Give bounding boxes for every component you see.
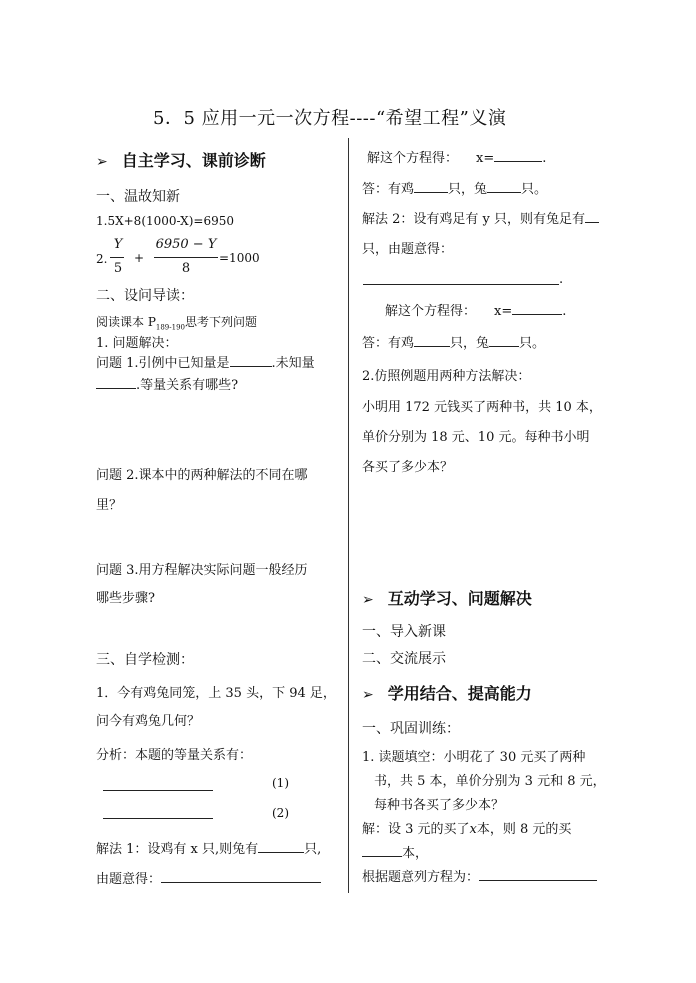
solution-1-line	[96, 838, 321, 857]
answer-blank[interactable]	[96, 377, 136, 389]
problem-1-line-1: 1．今有鸡兔同笼，上 35 头，下 94 足，	[96, 686, 336, 701]
period-2: .	[559, 272, 564, 287]
problem-2-line-1: 2.仿照例题用两种方法解决：	[362, 369, 531, 384]
fraction-5-denominator: 5	[113, 261, 123, 276]
part-2-heading: 二、设问导读：	[96, 288, 194, 304]
answer-2-text-c: 只。	[519, 336, 546, 351]
question-1-line-1	[96, 352, 315, 371]
section-heading-2-text: 互动学习、问题解决	[387, 589, 532, 608]
fraction-denominator-2: 8	[181, 261, 191, 276]
exercise-text-c: 本，	[402, 846, 429, 861]
problem-1-line-2: 问今有鸡兔几何？	[96, 714, 201, 729]
solution-1-text-c: 由题意得：	[96, 872, 162, 887]
solution-1-text-b: 只,	[304, 842, 322, 857]
arrow-bullet-icon: ➢	[362, 687, 374, 703]
solve-line-2	[385, 300, 566, 319]
book-count-blank[interactable]	[362, 845, 402, 857]
solution-2-line-1	[362, 208, 599, 227]
answer-text-c: 只。	[521, 182, 548, 197]
arrow-bullet-icon: ➢	[96, 154, 108, 170]
item-1-heading: 1. 问题解决：	[96, 336, 178, 351]
section-2-item-2: 二、交流展示	[362, 651, 446, 667]
relation-marker-1: (1)	[272, 776, 289, 790]
question-2-line-1: 问题 2.课本中的两种解法的不同在哪	[96, 468, 308, 483]
solution-1-equation-line	[96, 868, 321, 887]
page-title: 5．5 应用一元一次方程----“希望工程”义演	[153, 108, 507, 129]
page-range: 189-190	[155, 323, 185, 332]
x-equals-label-2: x=	[494, 304, 513, 319]
question-3-line-1: 问题 3.用方程解决实际问题一般经历	[96, 563, 308, 578]
problem-2-line-4: 各买了多少本？	[362, 460, 454, 475]
chicken-count-blank[interactable]	[414, 181, 448, 193]
equation-2-result: =1000	[219, 251, 260, 265]
answer-blank[interactable]	[585, 211, 599, 223]
equation-blank-right[interactable]	[363, 284, 559, 285]
section-heading-3-text: 学用结合、提高能力	[387, 684, 532, 703]
period: .	[542, 151, 547, 166]
rabbit-count-blank[interactable]	[487, 181, 521, 193]
relation-blank-2[interactable]	[103, 818, 213, 819]
section-heading-1	[96, 148, 266, 171]
period-3: .	[562, 304, 567, 319]
solve-label-1: 解这个方程得：	[367, 151, 459, 166]
answer-blank[interactable]	[230, 355, 272, 367]
plus-sign: +	[134, 251, 145, 265]
analysis-label: 分析：本题的等量关系有：	[96, 748, 253, 763]
section-heading-2	[362, 586, 532, 609]
question-3-line-2: 哪些步骤?	[96, 591, 155, 606]
fraction-numerator-2: 6950 − Y	[155, 237, 217, 252]
solution-2-line-2: 只，由题意得：	[362, 242, 454, 257]
answer-text-b: 只，兔	[448, 182, 488, 197]
exercise-1-line-4	[362, 818, 571, 837]
answer-2-text-a: 答：有鸡	[362, 336, 415, 351]
exercise-1-line-2: 书，共 5 本，单价分别为 3 元和 8 元，	[374, 774, 606, 789]
reading-text-a: 阅读课本 P	[96, 315, 156, 329]
equation-blank-exercise[interactable]	[479, 869, 597, 881]
answer-text-a: 答：有鸡	[362, 182, 415, 197]
x-answer-blank-2[interactable]	[512, 303, 562, 315]
answer-line-2	[362, 332, 545, 351]
fraction-bar-2	[154, 257, 218, 258]
exercise-text-d: 根据题意列方程为：	[362, 870, 480, 885]
solve-line-1	[367, 147, 546, 166]
answer-2-text-b: 只，兔	[450, 336, 490, 351]
rabbit-count-blank-2[interactable]	[489, 335, 519, 347]
solution-1-text-a: 解法 1：设鸡有 x 只,则兔有	[96, 842, 259, 857]
fraction-bar-1	[110, 257, 124, 258]
exercise-1-line-5	[362, 842, 428, 861]
part-1-heading: 一、温故知新	[96, 189, 180, 205]
section-2-item-1: 一、导入新课	[362, 624, 446, 640]
reading-instruction	[96, 313, 257, 331]
x-answer-blank[interactable]	[494, 150, 542, 162]
question-1-text-b: .未知量	[271, 356, 315, 371]
part-3-heading: 三、自学检测：	[96, 652, 194, 668]
equation-2-prefix: 2.	[96, 252, 108, 266]
exercise-text-a: 解：设 3 元的买了	[362, 822, 470, 837]
variable-x: x	[469, 822, 477, 837]
section-3-item-1: 一、巩固训练：	[362, 721, 460, 737]
fraction-y-numerator: Y	[113, 237, 123, 252]
relation-marker-2: (2)	[272, 806, 289, 820]
reading-text-b: 思考下列问题	[184, 315, 257, 329]
column-divider	[348, 138, 349, 893]
question-1-line-2	[96, 374, 238, 393]
arrow-bullet-icon: ➢	[362, 592, 374, 608]
section-heading-3	[362, 681, 532, 704]
answer-blank[interactable]	[258, 841, 304, 853]
problem-2-line-3: 单价分别为 18 元、10 元。每种书小明	[362, 430, 590, 445]
question-2-line-2: 里？	[96, 498, 123, 513]
solution-2-text-a: 解法 2：设有鸡足有 y 只，则有兔足有	[362, 212, 586, 227]
solve-label-2: 解这个方程得：	[385, 304, 477, 319]
answer-line-1	[362, 178, 547, 197]
section-heading-1-text: 自主学习、课前诊断	[121, 151, 266, 170]
chicken-count-blank-2[interactable]	[414, 335, 450, 347]
question-1-text-c: .等量关系有哪些?	[136, 378, 239, 393]
exercise-1-line-6	[362, 866, 597, 885]
exercise-1-line-3: 每种书各买了多少本？	[374, 798, 505, 813]
exercise-1-line-1: 1. 读题填空：小明花了 30 元买了两种	[362, 750, 586, 765]
x-equals-label: x=	[476, 151, 495, 166]
exercise-text-b: 本，则 8 元的买	[476, 822, 572, 837]
equation-blank[interactable]	[161, 871, 321, 883]
equation-1: 1.5X+8(1000-X)=6950	[96, 214, 234, 228]
relation-blank-1[interactable]	[103, 790, 213, 791]
question-1-text-a: 问题 1.引例中已知量是	[96, 356, 230, 371]
problem-2-line-2: 小明用 172 元钱买了两种书，共 10 本，	[362, 400, 602, 415]
